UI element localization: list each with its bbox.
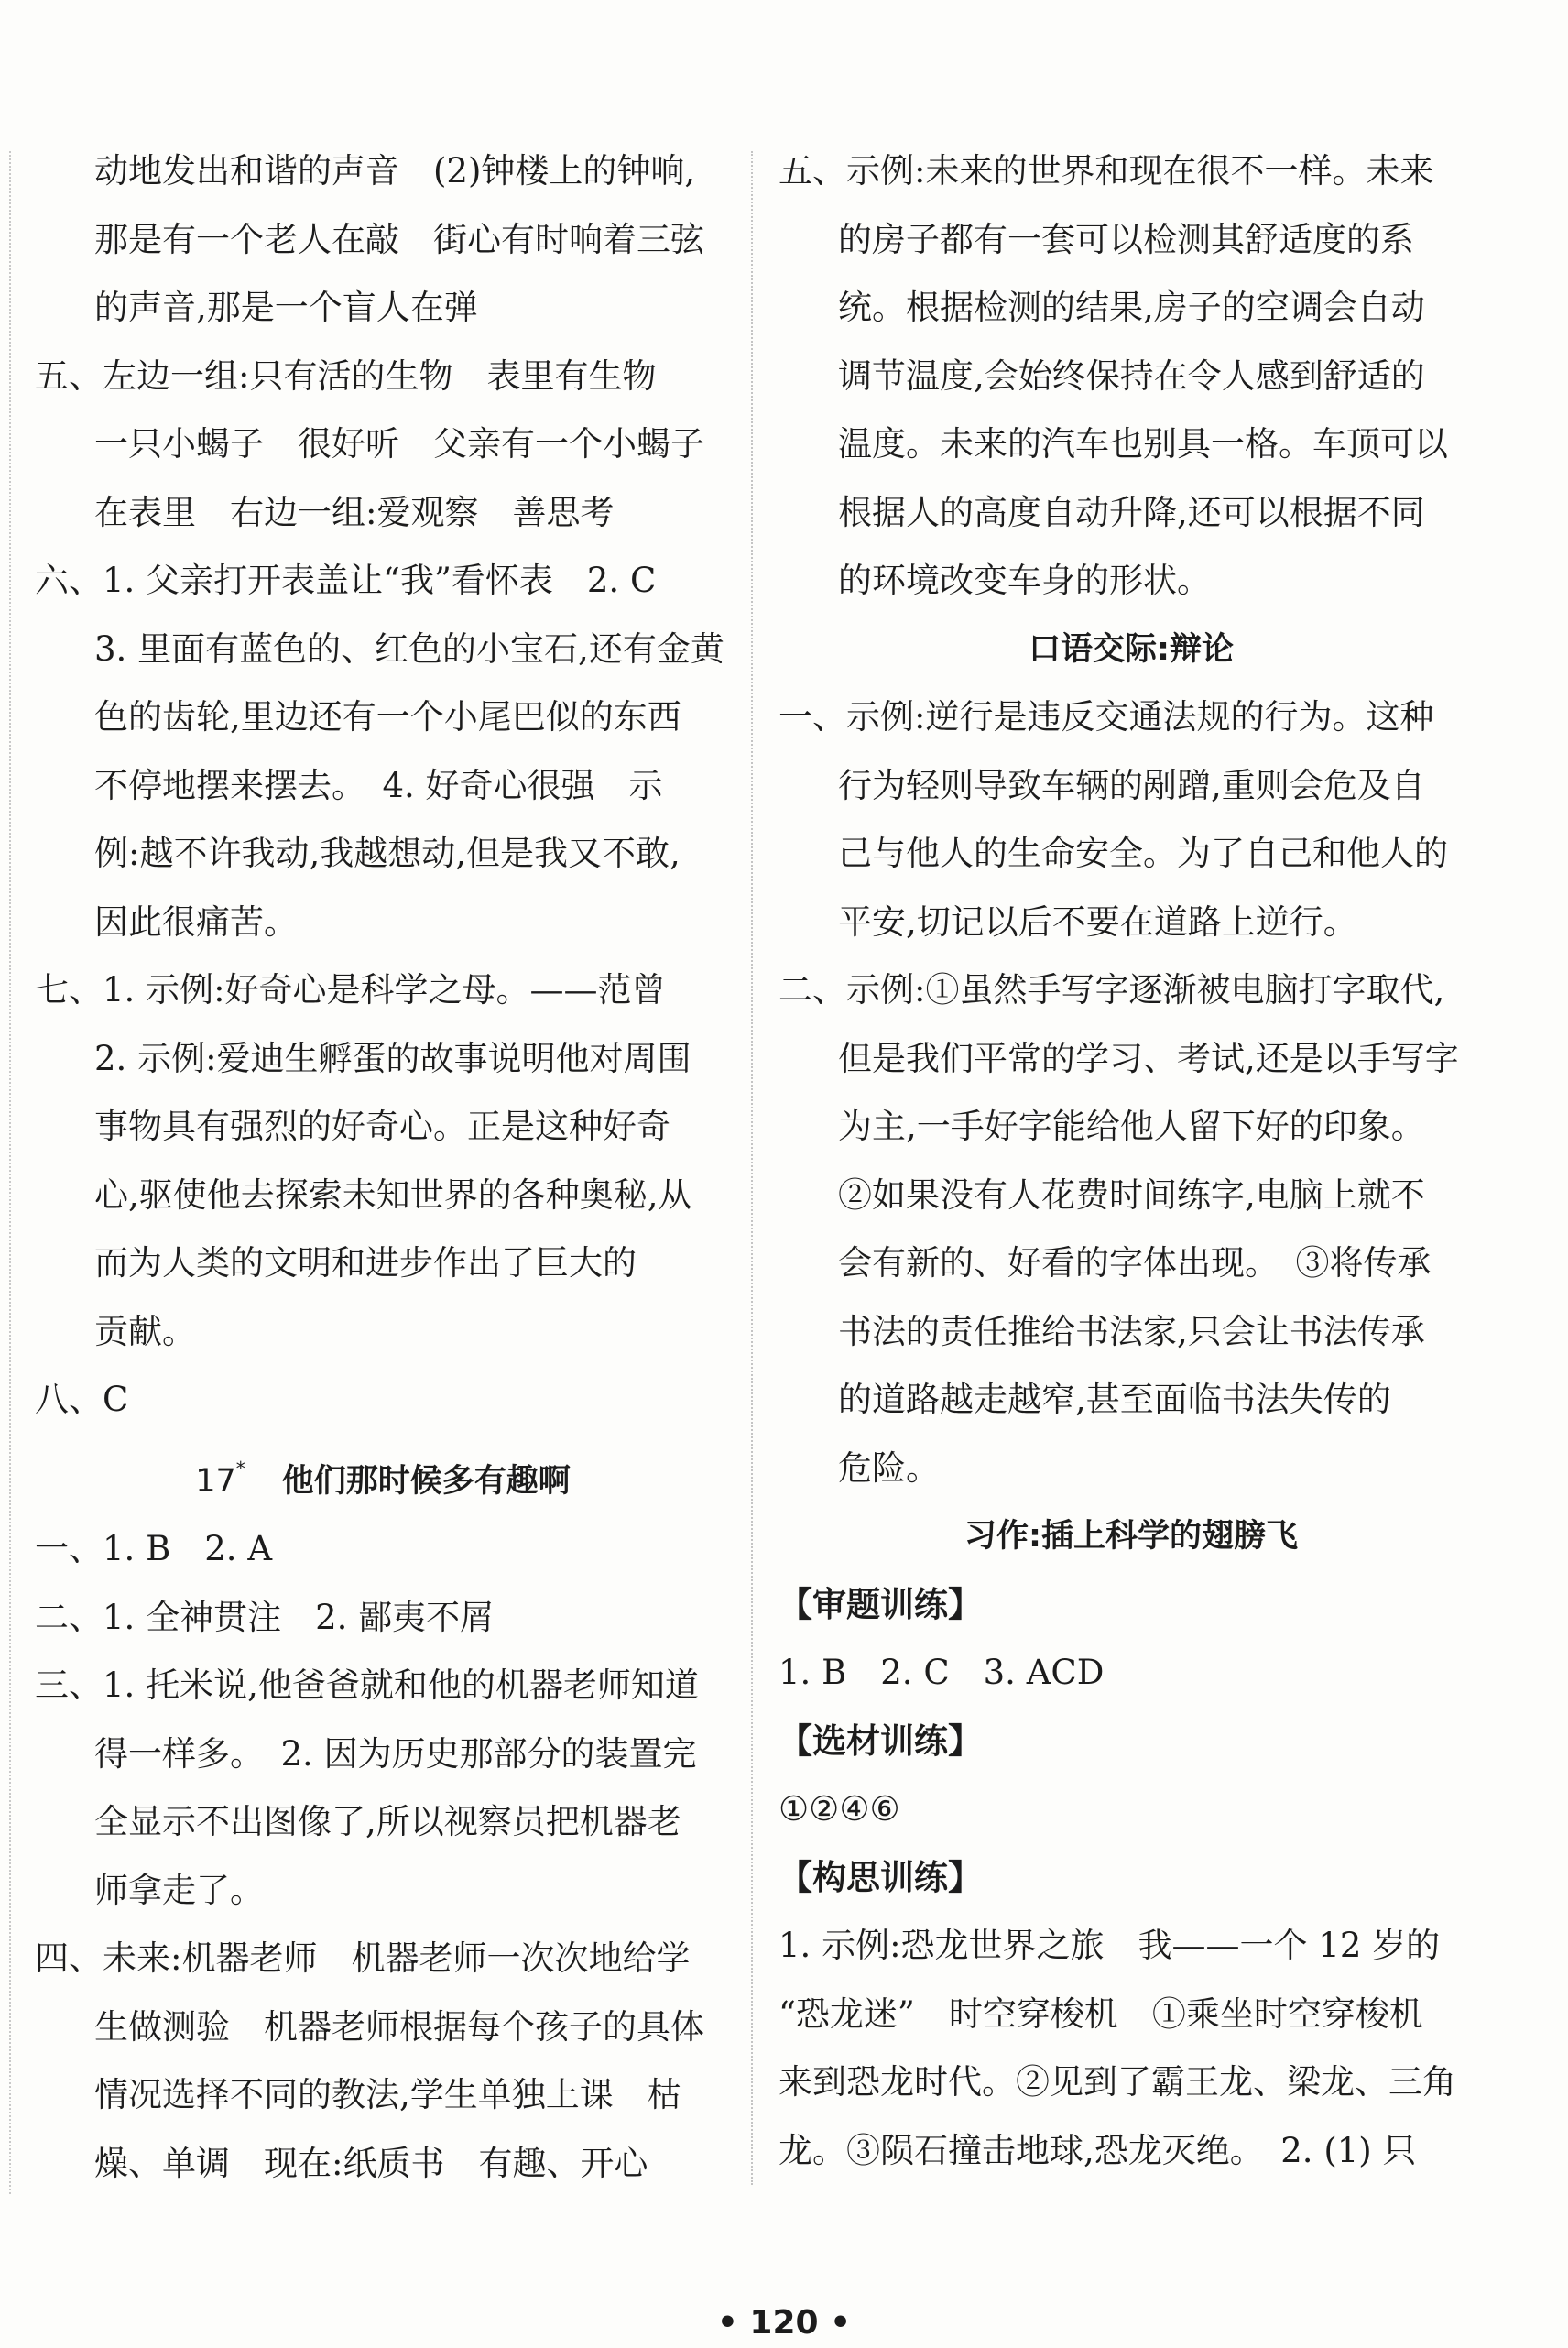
answer-continuation-line: 危险。 [838, 1447, 940, 1488]
answer-continuation-line: 的道路越走越窄,甚至面临书法失传的 [838, 1380, 1391, 1419]
answer-continuation-line: 那是有一个老人在敲 街心有时响着三弦 [94, 219, 704, 259]
answer-item-line: 一、示例:逆行是违反交通法规的行为。这种 [779, 697, 1434, 737]
section-heading [35, 1435, 731, 1516]
answer-continuation-line: 调节温度,会始终保持在令人感到舒适的 [838, 355, 1425, 396]
answer-continuation-line: 为主,一手好字能给他人留下好的印象。 [838, 1107, 1425, 1146]
left-column [35, 137, 731, 2198]
answer-line: 1. 示例:恐龙世界之旅 我——一个 12 岁的 [779, 1926, 1441, 1965]
answer-continuation-line: 事物具有强烈的好奇心。正是这种好奇 [94, 1107, 670, 1146]
answer-item-line: 五、示例:未来的世界和现在很不一样。未来 [779, 151, 1434, 191]
answer-continuation-line: 动地发出和谐的声音 (2)钟楼上的钟响, [94, 151, 696, 191]
answer-continuation-line: 师拿走了。 [94, 1870, 264, 1910]
answer-continuation-line: 燥、单调 现在:纸质书 有趣、开心 [94, 2143, 648, 2183]
answer-continuation-line: 的环境改变车身的形状。 [838, 561, 1211, 600]
answer-line: ①②④⑥ [779, 1789, 900, 1829]
answer-continuation-line: 的声音,那是一个盲人在弹 [94, 288, 478, 327]
right-column [779, 137, 1484, 2185]
answer-line: 1. B 2. C 3. ACD [779, 1653, 1105, 1692]
answer-item-line: 五、左边一组:只有活的生物 表里有生物 [35, 355, 657, 396]
section-label: 【审题训练】 [779, 1584, 982, 1624]
answer-continuation-line: 得一样多。 2. 因为历史那部分的装置完 [94, 1733, 697, 1774]
answer-item-line: 三、1. 托米说,他爸爸就和他的机器老师知道 [35, 1665, 699, 1705]
answer-continuation-line: ②如果没有人花费时间练字,电脑上就不 [838, 1174, 1425, 1215]
answer-continuation-line: 例:越不许我动,我越想动,但是我又不敢, [94, 834, 681, 873]
answer-continuation-line: 而为人类的文明和进步作出了巨大的 [94, 1243, 637, 1283]
answer-continuation-line: 行为轻则导致车辆的剐蹭,重则会危及自 [838, 765, 1425, 805]
section-label: 【构思训练】 [779, 1857, 982, 1897]
answer-continuation-line: 温度。未来的汽车也别具一格。车顶可以 [838, 424, 1448, 464]
answer-item-line: 二、示例:①虽然手写字逐渐被电脑打字取代, [779, 970, 1445, 1010]
answer-continuation-line: 情况选择不同的教法,学生单独上课 枯 [94, 2075, 681, 2114]
answer-continuation-line: 不停地摆来摆去。 4. 好奇心很强 示 [94, 765, 663, 805]
answer-continuation-line: 但是我们平常的学习、考试,还是以手写字 [838, 1038, 1459, 1078]
answer-continuation-line: 的房子都有一套可以检测其舒适度的系 [838, 219, 1414, 259]
answer-item-line: 二、1. 全神贯注 2. 鄙夷不屑 [35, 1597, 495, 1637]
answer-item-line: 一、1. B 2. A [35, 1529, 273, 1568]
page-edge-line [9, 151, 11, 2194]
lesson-number: 17* [195, 1457, 245, 1500]
section-heading: 口语交际:辩论 [1029, 630, 1234, 668]
answer-item-line: 八、C [35, 1380, 129, 1419]
column-divider [751, 151, 753, 2185]
answer-continuation-line: 平安,切记以后不要在道路上逆行。 [838, 901, 1357, 942]
answer-continuation-line: 全显示不出图像了,所以视察员把机器老 [94, 1802, 681, 1841]
answer-continuation-line: 一只小蝎子 很好听 父亲有一个小蝎子 [94, 424, 704, 464]
section-label: 【选材训练】 [779, 1720, 982, 1761]
answer-continuation-line: 书法的责任推给书法家,只会让书法传承 [838, 1311, 1425, 1351]
self-study-mark: * [235, 1457, 245, 1480]
lesson-title: 他们那时候多有趣啊 [281, 1462, 571, 1500]
page-number: • 120 • [716, 2304, 852, 2342]
answer-continuation-line: 根据人的高度自动升降,还可以根据不同 [838, 492, 1425, 532]
answer-continuation-line: 因此很痛苦。 [94, 901, 298, 942]
answer-continuation-line: 贡献。 [94, 1311, 196, 1351]
answer-continuation-line: 色的齿轮,里边还有一个小尾巴似的东西 [94, 697, 681, 737]
answer-continuation-line: 心,驱使他去探索未知世界的各种奥秘,从 [94, 1174, 692, 1215]
answer-line: “恐龙迷” 时空穿梭机 ①乘坐时空穿梭机 [779, 1993, 1423, 2034]
answer-line: 龙。③陨石撞击地球,恐龙灭绝。 2. (1) 只 [779, 2130, 1417, 2170]
answer-continuation-line: 己与他人的生命安全。为了自己和他人的 [838, 834, 1448, 873]
answer-line: 来到恐龙时代。②见到了霸王龙、梁龙、三角 [779, 2062, 1456, 2102]
answer-item-line: 七、1. 示例:好奇心是科学之母。——范曾 [35, 970, 666, 1010]
answer-continuation-line: 3. 里面有蓝色的、红色的小宝石,还有金黄 [94, 628, 724, 669]
answer-continuation-line: 在表里 右边一组:爱观察 善思考 [94, 492, 615, 532]
answer-continuation-line: 生做测验 机器老师根据每个孩子的具体 [94, 2006, 704, 2047]
section-heading: 习作:插上科学的翅膀飞 [964, 1518, 1298, 1555]
answer-continuation-line: 2. 示例:爱迪生孵蛋的故事说明他对周围 [94, 1038, 691, 1078]
answer-item-line: 四、未来:机器老师 机器老师一次次地给学 [35, 1938, 691, 1978]
answer-item-line: 六、1. 父亲打开表盖让“我”看怀表 2. C [35, 561, 657, 600]
answer-continuation-line: 统。根据检测的结果,房子的空调会自动 [838, 288, 1425, 327]
answer-continuation-line: 会有新的、好看的字体出现。 ③将传承 [838, 1243, 1432, 1283]
